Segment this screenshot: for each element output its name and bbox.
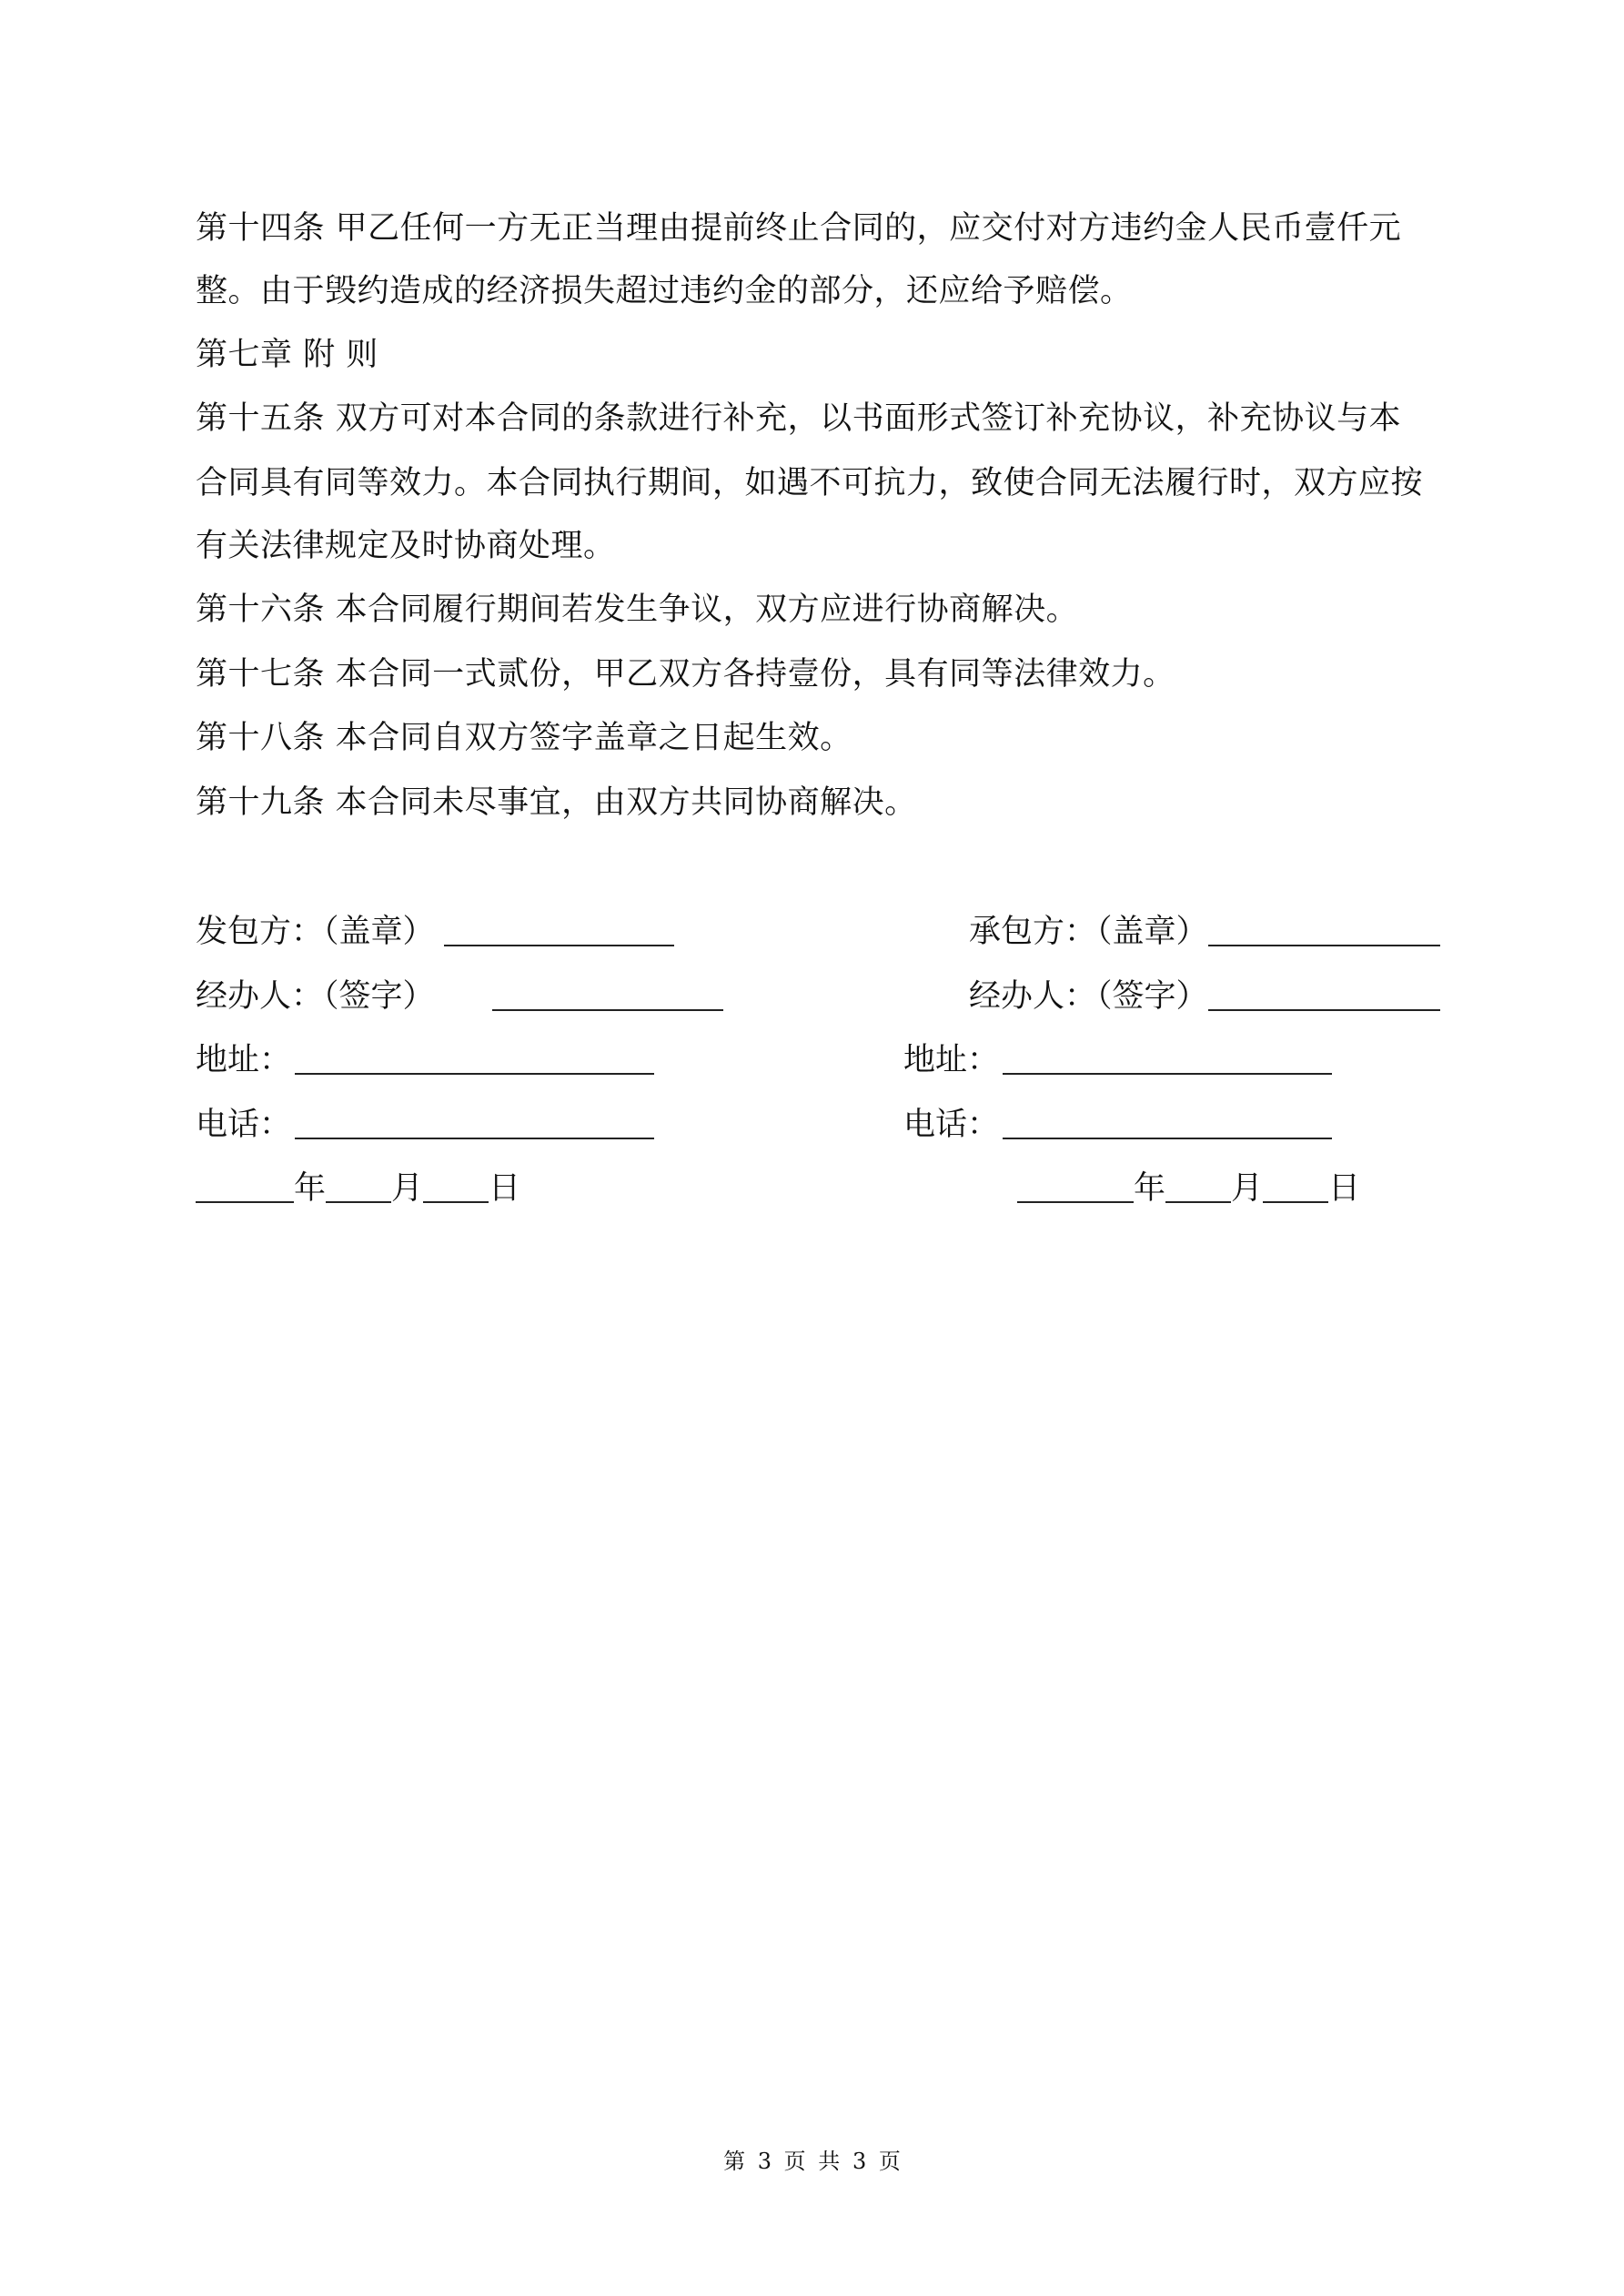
right-phone-blank xyxy=(1003,1107,1332,1139)
clause-16: 第十六条 本合同履行期间若发生争议，双方应进行协商解决。 xyxy=(196,592,1079,628)
left-phone-label: 电话： xyxy=(196,1107,292,1143)
right-year-blank xyxy=(1017,1170,1134,1203)
clause-15-line-1: 第十五条 双方可对本合同的条款进行补充，以书面形式签订补充协议，补充协议与本 xyxy=(196,400,1402,437)
right-address-label: 地址： xyxy=(903,1042,1000,1078)
left-address-blank xyxy=(295,1042,654,1075)
left-year-label: 年 xyxy=(294,1170,327,1207)
right-party-label: 承包方：（盖章） xyxy=(969,914,1208,950)
clause-15-line-3: 有关法律规定及时协商处理。 xyxy=(196,528,616,564)
left-phone-row xyxy=(196,1105,654,1145)
right-day-label: 日 xyxy=(1328,1170,1361,1207)
clause-19: 第十九条 本合同未尽事宜，由双方共同协商解决。 xyxy=(196,784,917,821)
right-agent-row xyxy=(969,976,1440,1017)
right-month-label: 月 xyxy=(1231,1170,1264,1207)
left-phone-blank xyxy=(295,1107,654,1139)
right-date-row xyxy=(1017,1168,1360,1209)
clause-14-line-2: 整。由于毁约造成的经济损失超过违约金的部分，还应给予赔偿。 xyxy=(196,273,1133,309)
left-month-label: 月 xyxy=(391,1170,424,1207)
right-day-blank xyxy=(1263,1170,1328,1203)
right-phone-row xyxy=(903,1105,1332,1145)
left-address-label: 地址： xyxy=(196,1042,292,1078)
right-month-blank xyxy=(1165,1170,1231,1203)
right-address-row xyxy=(903,1040,1332,1080)
left-date-row xyxy=(196,1168,520,1209)
left-address-row xyxy=(196,1040,654,1080)
left-year-blank xyxy=(196,1170,294,1203)
clause-18: 第十八条 本合同自双方签字盖章之日起生效。 xyxy=(196,720,852,756)
left-day-label: 日 xyxy=(489,1170,521,1207)
right-address-blank xyxy=(1003,1042,1332,1075)
right-agent-blank xyxy=(1208,978,1440,1011)
page-number: 第 3 页 共 3 页 xyxy=(723,2149,901,2174)
left-party-blank xyxy=(444,914,674,946)
left-party-label: 发包方：（盖章） xyxy=(196,914,435,950)
right-phone-label: 电话： xyxy=(903,1107,1000,1143)
left-day-blank xyxy=(423,1170,489,1203)
left-agent-row xyxy=(196,976,723,1017)
left-month-blank xyxy=(326,1170,391,1203)
right-party-blank xyxy=(1208,914,1440,946)
right-agent-label: 经办人：（签字） xyxy=(969,978,1208,1015)
clause-14-line-1: 第十四条 甲乙任何一方无正当理由提前终止合同的，应交付对方违约金人民币壹仟元 xyxy=(196,210,1402,247)
right-party-row xyxy=(969,912,1440,952)
clause-17: 第十七条 本合同一式贰份，甲乙双方各持壹份，具有同等法律效力。 xyxy=(196,656,1175,693)
right-year-label: 年 xyxy=(1134,1170,1166,1207)
left-agent-blank xyxy=(492,978,723,1011)
left-party-row xyxy=(196,912,674,952)
chapter-7-heading: 第七章 附 则 xyxy=(196,337,378,373)
clause-15-line-2: 合同具有同等效力。本合同执行期间，如遇不可抗力，致使合同无法履行时，双方应按 xyxy=(196,465,1424,501)
left-agent-label: 经办人：（签字） xyxy=(196,978,435,1015)
